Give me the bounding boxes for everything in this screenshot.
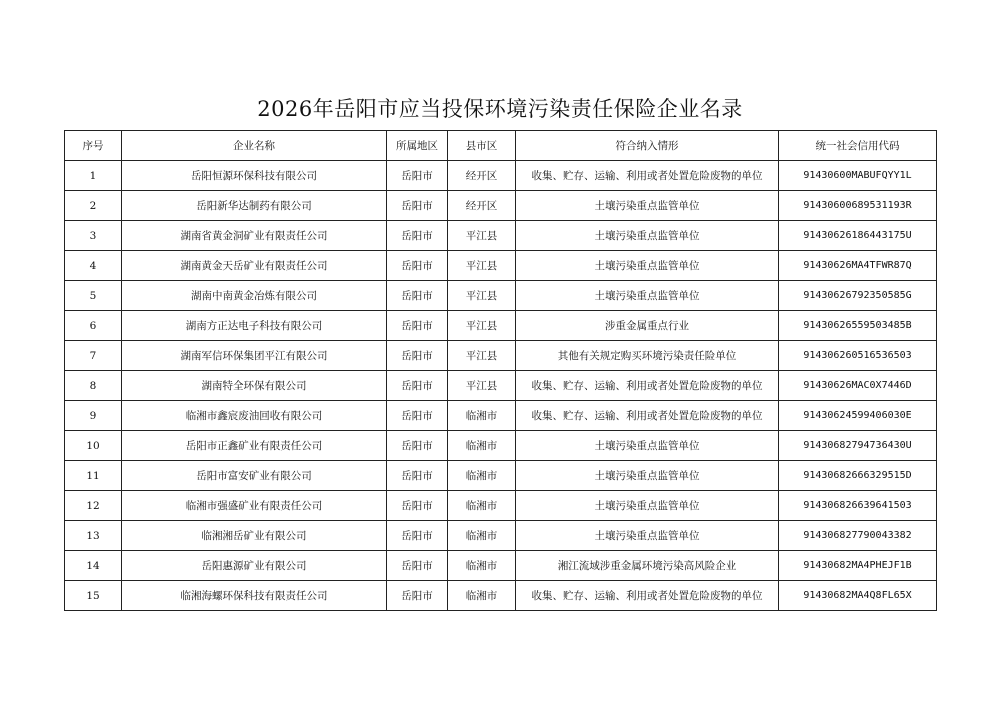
table-row [65, 161, 937, 191]
table-header-row [65, 131, 937, 161]
company-name-cell: 湖南中南黄金冶炼有限公司 [122, 281, 387, 311]
city-cell: 岳阳市 [387, 461, 448, 491]
table-body [65, 161, 937, 611]
county-cell: 平江县 [448, 341, 516, 371]
table-row [65, 341, 937, 371]
row-index-cell: 2 [65, 191, 122, 221]
row-index-cell: 1 [65, 161, 122, 191]
city-cell: 岳阳市 [387, 251, 448, 281]
credit-code-cell: 91430682794736430U [779, 431, 937, 461]
county-cell: 经开区 [448, 161, 516, 191]
table-row [65, 371, 937, 401]
table-row [65, 221, 937, 251]
company-name-cell: 临湘湘岳矿业有限公司 [122, 521, 387, 551]
city-cell: 岳阳市 [387, 341, 448, 371]
row-index-cell: 5 [65, 281, 122, 311]
table-row [65, 191, 937, 221]
table-row [65, 551, 937, 581]
city-cell: 岳阳市 [387, 311, 448, 341]
column-header-credit-code: 统一社会信用代码 [779, 131, 937, 161]
credit-code-cell: 914306260516536503 [779, 341, 937, 371]
company-name-cell: 临湘市强盛矿业有限责任公司 [122, 491, 387, 521]
credit-code-cell: 91430682MA4Q8FL65X [779, 581, 937, 611]
company-name-cell: 湖南方正达电子科技有限公司 [122, 311, 387, 341]
table-row [65, 491, 937, 521]
criteria-cell: 土壤污染重点监管单位 [516, 281, 779, 311]
row-index-cell: 14 [65, 551, 122, 581]
credit-code-cell: 91430624599406030E [779, 401, 937, 431]
company-name-cell: 湖南特全环保有限公司 [122, 371, 387, 401]
document-title: 2026年岳阳市应当投保环境污染责任保险企业名录 [257, 97, 743, 121]
table-row [65, 251, 937, 281]
city-cell: 岳阳市 [387, 281, 448, 311]
table-row [65, 581, 937, 611]
county-cell: 平江县 [448, 311, 516, 341]
table-row [65, 431, 937, 461]
criteria-cell: 土壤污染重点监管单位 [516, 521, 779, 551]
row-index-cell: 11 [65, 461, 122, 491]
credit-code-cell: 91430626186443175U [779, 221, 937, 251]
county-cell: 平江县 [448, 371, 516, 401]
criteria-cell: 土壤污染重点监管单位 [516, 221, 779, 251]
column-header-company: 企业名称 [122, 131, 387, 161]
credit-code-cell: 91430626559503485B [779, 311, 937, 341]
criteria-cell: 其他有关规定购买环境污染责任险单位 [516, 341, 779, 371]
city-cell: 岳阳市 [387, 431, 448, 461]
county-cell: 临湘市 [448, 461, 516, 491]
criteria-cell: 土壤污染重点监管单位 [516, 191, 779, 221]
company-name-cell: 岳阳恒源环保科技有限公司 [122, 161, 387, 191]
row-index-cell: 6 [65, 311, 122, 341]
table-row [65, 461, 937, 491]
row-index-cell: 7 [65, 341, 122, 371]
city-cell: 岳阳市 [387, 491, 448, 521]
criteria-cell: 土壤污染重点监管单位 [516, 251, 779, 281]
county-cell: 经开区 [448, 191, 516, 221]
row-index-cell: 10 [65, 431, 122, 461]
credit-code-cell: 914306827790043382 [779, 521, 937, 551]
column-header-city: 所属地区 [387, 131, 448, 161]
criteria-cell: 涉重金属重点行业 [516, 311, 779, 341]
credit-code-cell: 91430682666329515D [779, 461, 937, 491]
row-index-cell: 12 [65, 491, 122, 521]
column-header-criteria: 符合纳入情形 [516, 131, 779, 161]
county-cell: 临湘市 [448, 491, 516, 521]
county-cell: 临湘市 [448, 401, 516, 431]
enterprise-table [64, 130, 937, 611]
row-index-cell: 15 [65, 581, 122, 611]
company-name-cell: 临湘市鑫宸废油回收有限公司 [122, 401, 387, 431]
criteria-cell: 收集、贮存、运输、利用或者处置危险废物的单位 [516, 581, 779, 611]
company-name-cell: 湖南军信环保集团平江有限公司 [122, 341, 387, 371]
city-cell: 岳阳市 [387, 401, 448, 431]
criteria-cell: 湘江流域涉重金属环境污染高风险企业 [516, 551, 779, 581]
county-cell: 临湘市 [448, 581, 516, 611]
criteria-cell: 收集、贮存、运输、利用或者处置危险废物的单位 [516, 161, 779, 191]
company-name-cell: 岳阳惠源矿业有限公司 [122, 551, 387, 581]
table-row [65, 521, 937, 551]
row-index-cell: 13 [65, 521, 122, 551]
city-cell: 岳阳市 [387, 191, 448, 221]
table-row [65, 311, 937, 341]
city-cell: 岳阳市 [387, 551, 448, 581]
credit-code-cell: 91430626792350585G [779, 281, 937, 311]
row-index-cell: 8 [65, 371, 122, 401]
county-cell: 平江县 [448, 251, 516, 281]
city-cell: 岳阳市 [387, 521, 448, 551]
credit-code-cell: 91430682MA4PHEJF1B [779, 551, 937, 581]
county-cell: 平江县 [448, 221, 516, 251]
table-row [65, 281, 937, 311]
criteria-cell: 土壤污染重点监管单位 [516, 491, 779, 521]
credit-code-cell: 91430600689531193R [779, 191, 937, 221]
credit-code-cell: 91430626MAC0X7446D [779, 371, 937, 401]
row-index-cell: 4 [65, 251, 122, 281]
criteria-cell: 收集、贮存、运输、利用或者处置危险废物的单位 [516, 371, 779, 401]
city-cell: 岳阳市 [387, 581, 448, 611]
city-cell: 岳阳市 [387, 371, 448, 401]
credit-code-cell: 914306826639641503 [779, 491, 937, 521]
company-name-cell: 岳阳新华达制药有限公司 [122, 191, 387, 221]
criteria-cell: 土壤污染重点监管单位 [516, 461, 779, 491]
row-index-cell: 3 [65, 221, 122, 251]
company-name-cell: 岳阳市正鑫矿业有限责任公司 [122, 431, 387, 461]
row-index-cell: 9 [65, 401, 122, 431]
company-name-cell: 湖南黄金天岳矿业有限责任公司 [122, 251, 387, 281]
credit-code-cell: 91430626MA4TFWR87Q [779, 251, 937, 281]
table-row [65, 401, 937, 431]
city-cell: 岳阳市 [387, 221, 448, 251]
county-cell: 临湘市 [448, 431, 516, 461]
county-cell: 平江县 [448, 281, 516, 311]
credit-code-cell: 91430600MABUFQYY1L [779, 161, 937, 191]
county-cell: 临湘市 [448, 521, 516, 551]
criteria-cell: 收集、贮存、运输、利用或者处置危险废物的单位 [516, 401, 779, 431]
company-name-cell: 岳阳市富安矿业有限公司 [122, 461, 387, 491]
county-cell: 临湘市 [448, 551, 516, 581]
company-name-cell: 临湘海螺环保科技有限责任公司 [122, 581, 387, 611]
city-cell: 岳阳市 [387, 161, 448, 191]
column-header-index: 序号 [65, 131, 122, 161]
column-header-county: 县市区 [448, 131, 516, 161]
criteria-cell: 土壤污染重点监管单位 [516, 431, 779, 461]
company-name-cell: 湖南省黄金洞矿业有限责任公司 [122, 221, 387, 251]
